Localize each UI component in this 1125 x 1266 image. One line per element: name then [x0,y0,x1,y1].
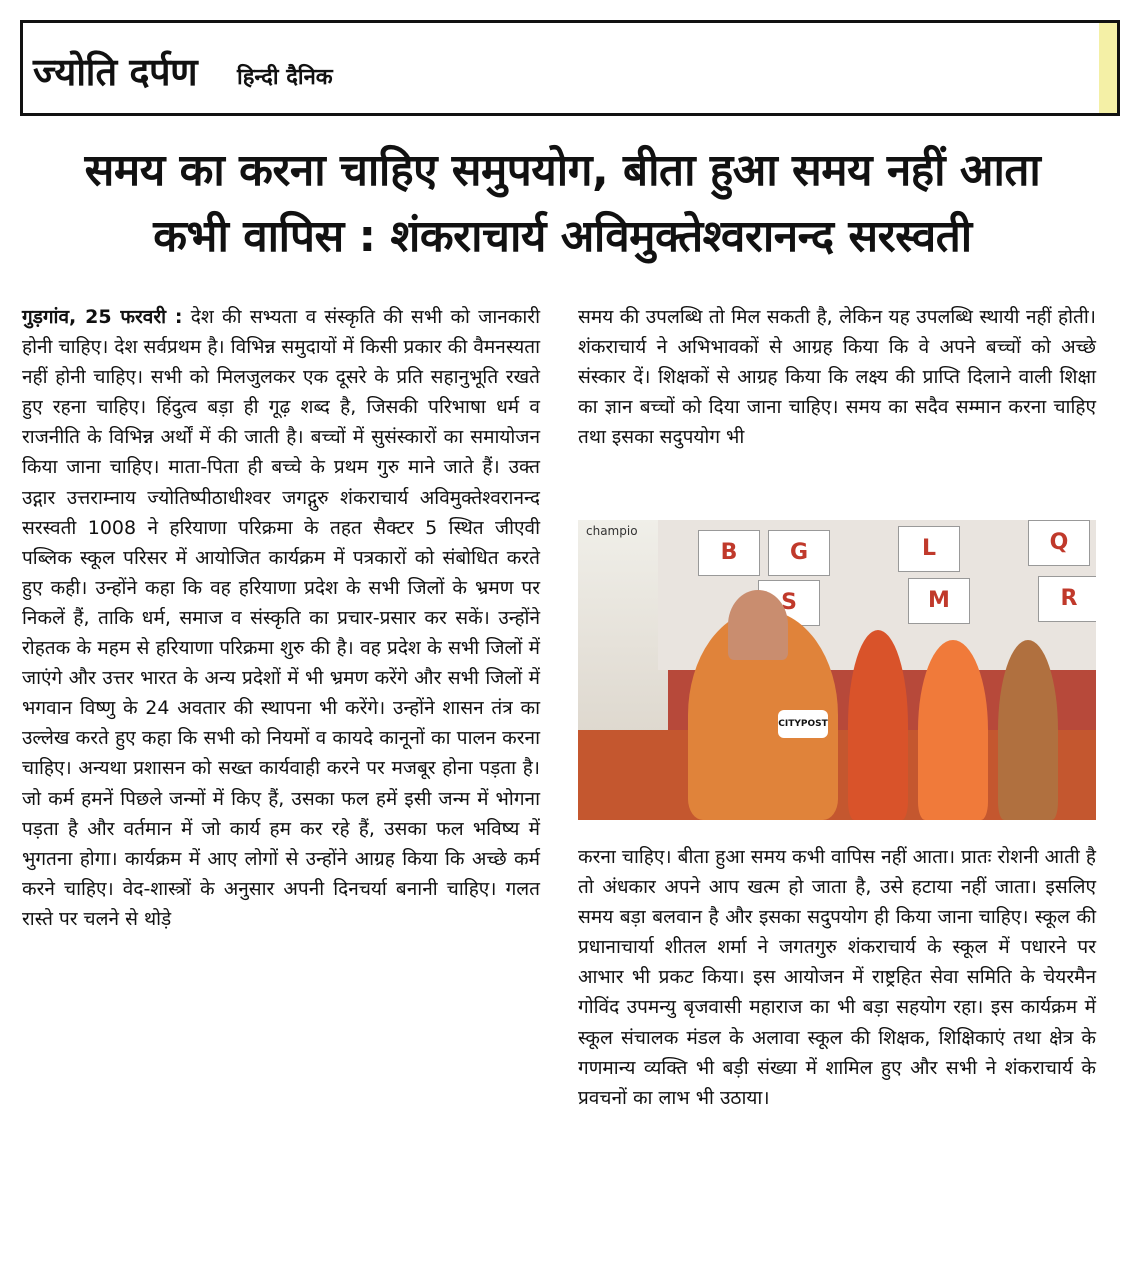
dateline: गुड़गांव, 25 फरवरी : [22,306,183,328]
poster-tile: S [758,580,820,626]
headline [20,138,1105,270]
masthead [20,20,1120,116]
poster-tile: M [908,578,970,624]
poster-tile: B [698,530,760,576]
article-column-2-top: समय की उपलब्धि तो मिल सकती है, लेकिन यह उपलब्धि स्थायी नहीं होती। शंकराचार्य ने अभिभावकों से आग्रह किया कि वे अपने बच्चों को अच्छे संस्कार दें। शिक्षकों से आग्रह किया कि लक्ष्य की प्राप्ति दिलाने वाली शिक्षा का ज्ञान बच्चों को दिया जाना चाहिए। समय का सदैव सम्मान करना चाहिए तथा इसका सदुपयोग भी [578,306,1096,449]
article-column-2-bottom: करना चाहिए। बीता हुआ समय कभी वापिस नहीं आता। प्रातः रोशनी आती है तो अंधकार अपने आप खत्म हो जाता है, उसे हटाया नहीं जाता। इसलिए समय बड़ा बलवान है और इसका सदुपयोग ही किया जाना चाहिए। स्कूल की प्रधानाचार्या शीतल शर्मा ने जगतगुरु शंकराचार्य के स्कूल में पधारने पर आभार भी प्रकट किया। इस आयोजन में राष्ट्रहित सेवा समिति के चेयरमैन गोविंद उपमन्यु बृजवासी महाराज का भी बड़ा सहयोग रहा। इस कार्यक्रम में स्कूल संचालक मंडल के अलावा स्कूल की शिक्षक, शिक्षिकाएं तथा क्षेत्र के गणमान्य व्यक्ति भी बड़ी संख्या में शामिल हुए और सभी ने शंकराचार्य के प्रवचनों का लाभ भी उठाया। [578,846,1096,1109]
microphone-label: CITYPOST [778,710,828,738]
newspaper-tagline: हिन्दी दैनिक [237,65,333,90]
photo-figure-person [918,640,988,820]
photo-banner-text: champio [586,524,638,538]
photo-figure-person [848,630,908,820]
photo-figure-face [728,590,788,660]
masthead-color-strip [1099,23,1117,113]
column-1-text: देश की सभ्यता व संस्कृति की सभी को जानकारी होनी चाहिए। देश सर्वप्रथम है। विभिन्न समुदायों में किसी प्रकार की वैमनस्यता नहीं होनी चाहिए। सभी को मिलजुलकर एक दूसरे के प्रति सहानुभूति रखते हुए रहना चाहिए। हिंदुत्व बड़ा ही गूढ़ शब्द है, जिसकी परिभाषा धर्म व राजनीति के विभिन्न अर्थों में की जाती है। बच्चों में सुसंस्कारों का समायोजन किया जाना चाहिए। माता-पिता ही बच्चे के प्रथम गुरु माने जाते हैं। उक्त उद्गार उत्तराम्नाय ज्योतिष्पीठाधीश्वर जगद्गुरु शंकराचार्य अविमुक्तेश्वरानन्द सरस्वती 1008 ने हरियाणा परिक्रमा के तहत सैक्टर 5 स्थित जीएवी पब्लिक स्कूल परिसर में आयोजित कार्यक्रम में पत्रकारों को संबोधित करते हुए कही। उन्होंने कहा कि वह हरियाणा प्रदेश के सभी जिलों के भ्रमण पर निकलें हैं, ताकि धर्म, समाज व संस्कृति का प्रचार-प्रसार कर सकें। उन्होंने रोहतक के महम से हरियाणा परिक्रमा शुरु की है। वह प्रदेश के सभी जिलों में जाएंगे और उत्तर भारत के अन्य प्रदेशों में भी भ्रमण करेंगे और सभी जिलों में भगवान विष्णु के 24 अवतार की स्थापना भी करेंगे। उन्होंने शासन तंत्र का उल्लेख करते हुए कहा कि सभी को नियमों व कायदे कानूनों का पालन करना चाहिए। अन्यथा प्रशासन को सख्त कार्यवाही करने पर मजबूर होना पड़ता है। जो कर्म हमनें पिछले जन्मों में किए हैं, उसका फल हमें इसी जन्म में भोगना पड़ता है और वर्तमान में जो कार्य हम कर रहे हैं, उसका फल भविष्य में भुगतना होगा। कार्यक्रम में आए लोगों से उन्होंने आग्रह किया कि अच्छे कर्म करने चाहिए। वेद-शास्त्रों के अनुसार अपनी दिनचर्या बनानी चाहिए। गलत रास्ते पर चलने से थोड़े [22,306,540,930]
poster-tile: G [768,530,830,576]
newspaper-name: ज्योति दर्पण [33,50,198,94]
article-column-1 [22,302,540,934]
photo-figure-person [998,640,1058,820]
headline-line-1: समय का करना चाहिए समुपयोग, बीता हुआ समय नहीं आता [84,145,1041,196]
news-photo [578,520,1096,820]
poster-tile: L [898,526,960,572]
poster-tile: Q [1028,520,1090,566]
poster-tile: R [1038,576,1096,622]
headline-line-2: कभी वापिस : शंकराचार्य अविमुक्तेश्वरानन्द सरस्वती [153,211,972,262]
